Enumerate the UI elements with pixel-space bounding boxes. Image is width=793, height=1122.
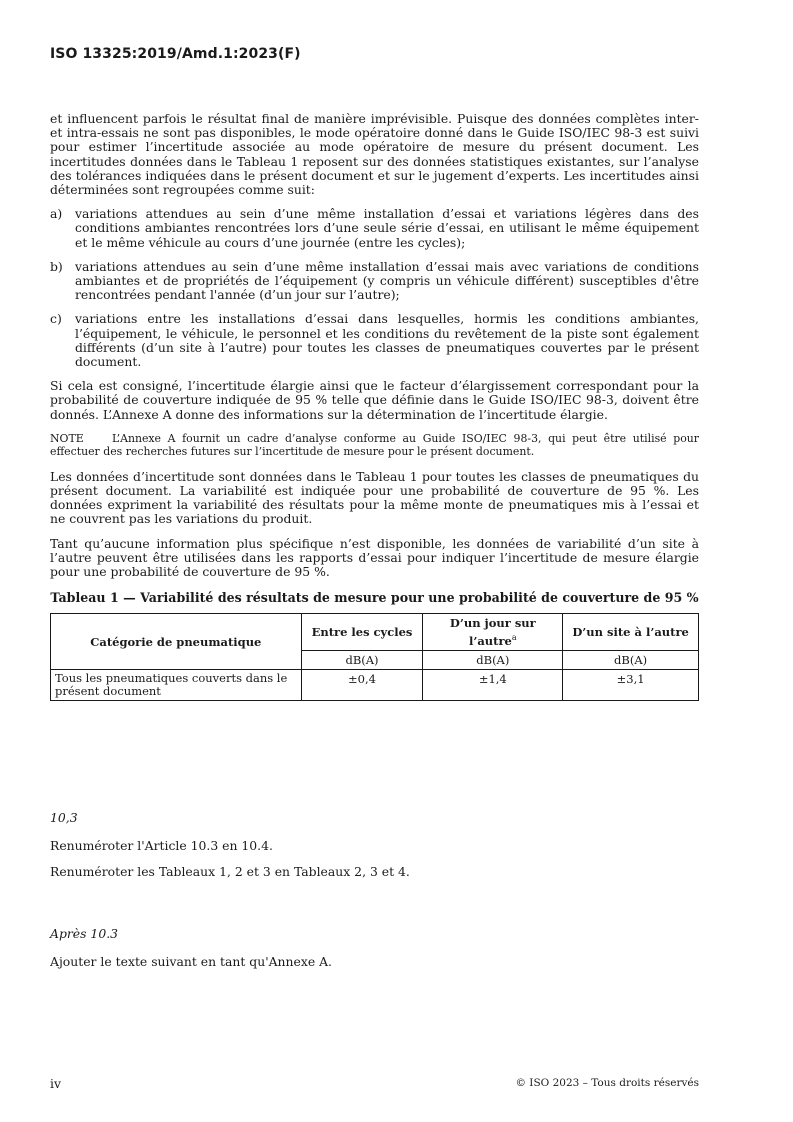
amendment-section-after-10-3 bbox=[50, 927, 699, 981]
paragraph-site-variability: Tant qu’aucune information plus spécifique n’est disponible, les données de variabilité d’un site à l’autre peuvent être utilisées dans les rapports d’essai pour indiquer l’incertitude de mesure élargie pour une probabilité de couverture de 95 %. bbox=[50, 535, 699, 580]
paragraph-intro: et influencent parfois le résultat final de manière imprévisible. Puisque des données complètes inter- et intra-essais ne sont pas disponibles, le mode opératoire donné dans le Guide ISO/IEC 98-3 est suivi pour estimer l’incertitude associée au mode opératoire de mesure du présent document. Les incertitudes données dans le Tableau 1 reposent sur des données statistiques existantes, sur l’analyse des tolérances indiquées dans le présent document et sur le jugement d’experts. Les incertitudes ainsi déterminées sont regroupées comme suit: bbox=[50, 111, 699, 198]
paragraph-expanded-uncertainty: Si cela est consigné, l’incertitude élargie ainsi que le facteur d’élargissement correspondant pour la probabilité de couverture indiquée de 95 % telle que définie dans le Guide ISO/IEC 98-3, doivent être donnés. L’Annexe A donne des informations sur la détermination de l’incertitude élargie. bbox=[50, 378, 699, 422]
amendment-instruction: Ajouter le texte suivant en tant qu'Annexe A. bbox=[50, 954, 332, 969]
list-item-b bbox=[50, 260, 699, 303]
note-text: L’Annexe A fournit un cadre d’analyse conforme au Guide ISO/IEC 98-3, qui peut être utilisé pour effectuer des recherches futures sur l’incertitude de mesure pour le présent document. bbox=[50, 431, 699, 458]
amendment-instruction: Renuméroter les Tableaux 1, 2 et 3 en Tableaux 2, 3 et 4. bbox=[50, 864, 410, 879]
list-text: variations entre les installations d’essai dans lesquelles, hormis les conditions ambiantes, l’équipement, le véhicule, le personnel et les conditions du revêtement de la piste sont également différents (d’un site à l’autre) pour toutes les classes de pneumatiques couvertes par le présent document. bbox=[75, 311, 699, 370]
list-label: a) bbox=[50, 206, 63, 222]
header-between-cycles: Entre les cycles bbox=[301, 614, 423, 650]
cell-between-cycles: ±0,4 bbox=[301, 669, 423, 700]
cell-site-to-site: ±3,1 bbox=[563, 669, 699, 700]
variability-table bbox=[50, 613, 699, 700]
list-label: b) bbox=[50, 258, 63, 274]
copyright: © ISO 2023 – Tous droits réservés bbox=[515, 1077, 699, 1089]
header-site-to-site: D’un site à l’autre bbox=[563, 614, 699, 650]
table-row bbox=[51, 669, 699, 700]
header-category: Catégorie de pneumatique bbox=[51, 614, 302, 669]
list-label: c) bbox=[50, 311, 62, 327]
document-header: ISO 13325:2019/Amd.1:2023(F) bbox=[50, 46, 301, 62]
header-day-to-day bbox=[423, 614, 563, 650]
page-number: iv bbox=[50, 1076, 61, 1091]
cell-category: Tous les pneumatiques couverts dans le présent document bbox=[51, 669, 302, 700]
amendment-heading: 10,3 bbox=[50, 810, 78, 825]
cell-day-to-day: ±1,4 bbox=[423, 669, 563, 700]
list-item-a bbox=[50, 207, 699, 250]
unit-cell: dB(A) bbox=[423, 650, 563, 669]
table-title: Tableau 1 — Variabilité des résultats de mesure pour une probabilité de couverture de 95 % bbox=[50, 590, 699, 606]
note bbox=[50, 432, 699, 458]
amendment-instruction: Renuméroter l'Article 10.3 en 10.4. bbox=[50, 838, 273, 853]
list-text: variations attendues au sein d’une même installation d’essai mais avec variations de conditions ambiantes et de propriétés de l’équipement (y compris un véhicule différent) susceptibles d'être rencontrées pendant l'année (d’un jour sur l’autre); bbox=[75, 258, 699, 303]
unit-cell: dB(A) bbox=[563, 650, 699, 669]
footnote-marker: a bbox=[511, 632, 517, 642]
note-label: NOTE bbox=[50, 431, 84, 445]
paragraph-uncertainty-data: Les données d’incertitude sont données dans le Tableau 1 pour toutes les classes de pneumatiques du présent document. La variabilité est indiquée pour une probabilité de couverture de 95 %. Les données expriment la variabilité des résultats pour la même monte de pneumatiques mis à l’essai et ne couvrent pas les variations du produit. bbox=[50, 468, 699, 527]
amendment-heading: Après 10.3 bbox=[50, 926, 119, 941]
main-text bbox=[50, 112, 699, 701]
unit-cell: dB(A) bbox=[301, 650, 423, 669]
table-header-row bbox=[51, 614, 699, 650]
amendment-section-10-3 bbox=[50, 811, 699, 891]
header-day-to-day-label: D’un jour sur l’autre bbox=[449, 616, 536, 648]
list-item-c bbox=[50, 312, 699, 369]
list-text: variations attendues au sein d’une même installation d’essai et variations légères dans des conditions ambiantes rencontrées lors d’une seule série d’essai, en utilisant le même équipement et le même véhicule au cours d’une journée (entre les cycles); bbox=[75, 206, 699, 250]
